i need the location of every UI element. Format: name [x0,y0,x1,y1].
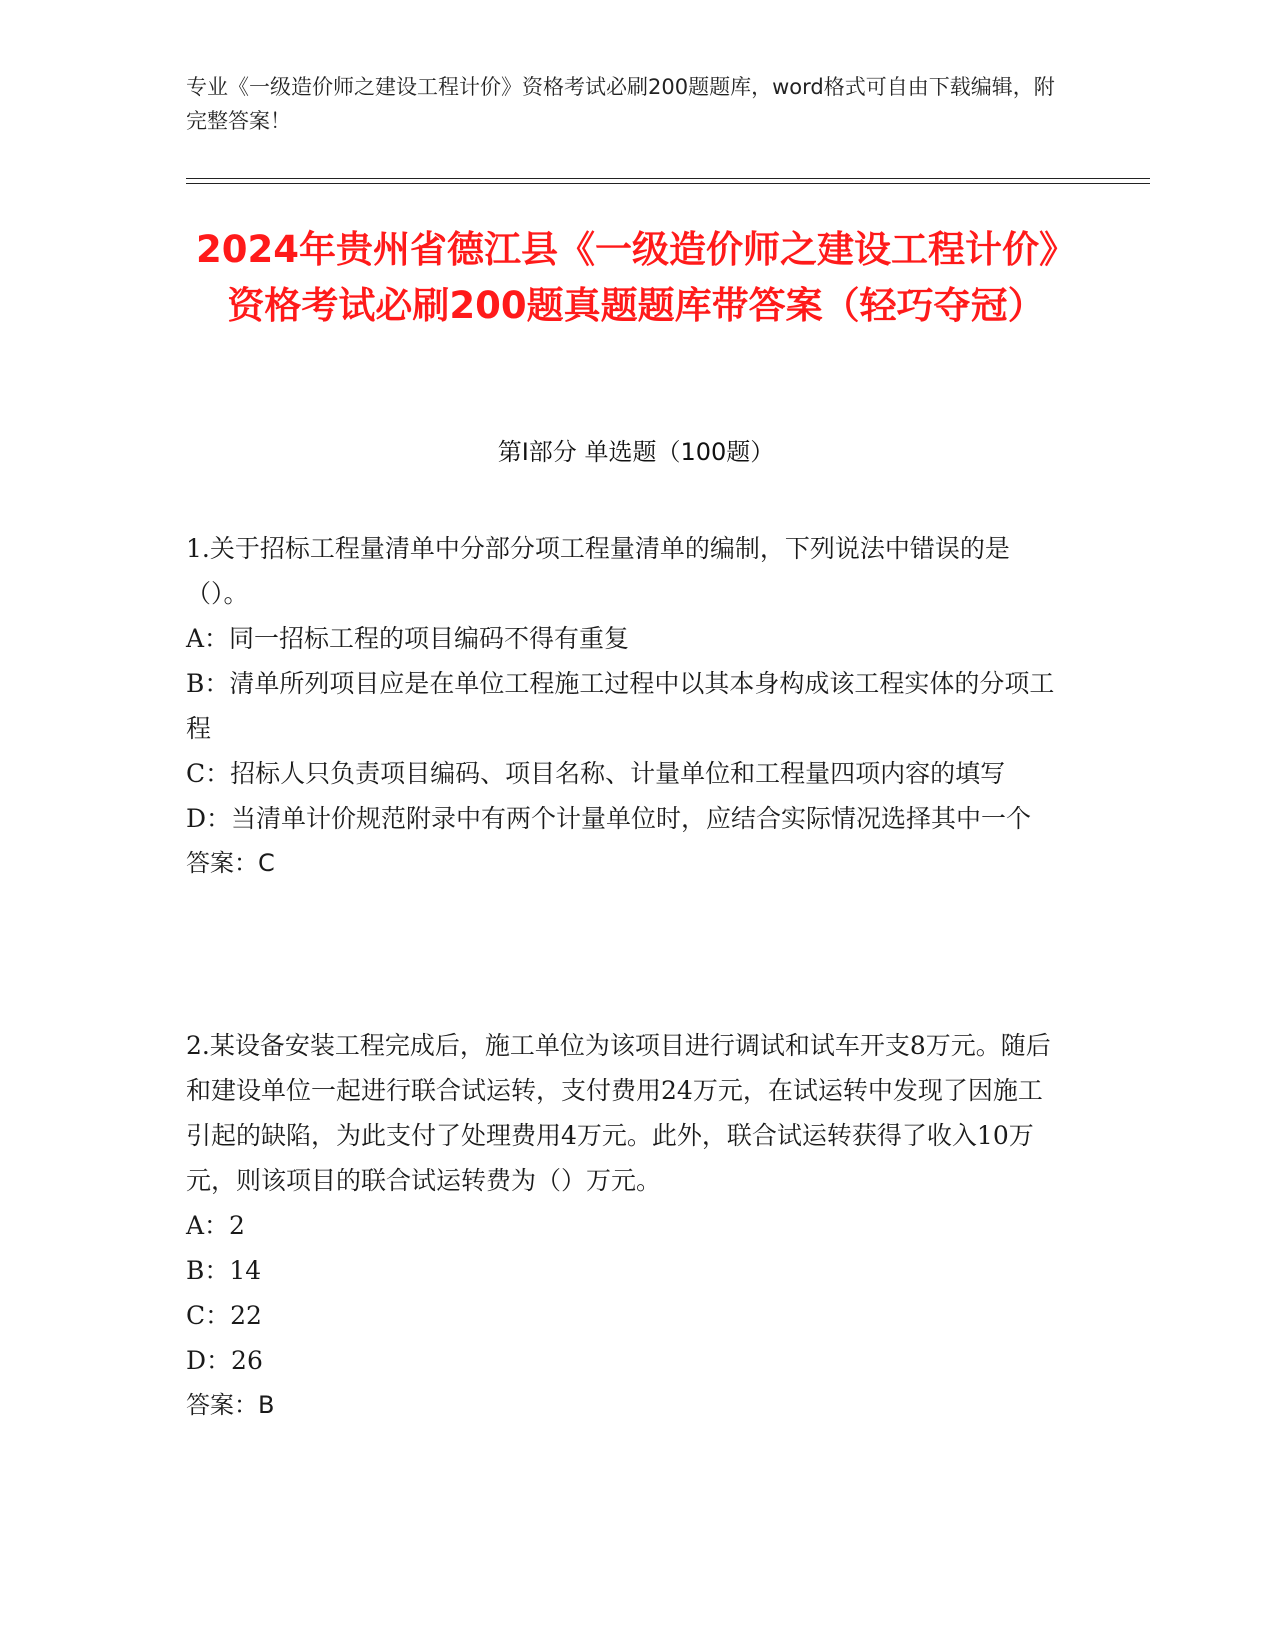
header-divider-top [186,178,1150,179]
option-d: D：26 [186,1346,263,1375]
section-heading: 第Ⅰ部分 单选题（100题） [497,438,775,466]
question-block-2 [186,1023,1066,1428]
question-stem: 2.某设备安装工程完成后，施工单位为该项目进行调试和试车开支8万元。随后和建设单位一起进行联合试运转，支付费用24万元，在试运转中发现了因施工引起的缺陷，为此支付了处理费用4万元。此外，联合试运转获得了收入10万元，则该项目的联合试运转费为（）万元。 [186,1031,1051,1195]
answer-line: 答案：B [186,1391,275,1419]
header-note: 专业《一级造价师之建设工程计价》资格考试必刷200题题库，word格式可自由下载编辑，附完整答案！ [186,75,1055,133]
question-stem: 1.关于招标工程量清单中分部分项工程量清单的编制，下列说法中错误的是（）。 [186,534,1010,608]
option-a: A：2 [186,1211,245,1240]
option-b: B：14 [186,1256,262,1285]
header-divider-bottom [186,183,1150,184]
option-a: A：同一招标工程的项目编码不得有重复 [186,624,630,653]
question-block-1 [186,526,1066,886]
document-title: 2024年贵州省德江县《一级造价师之建设工程计价》资格考试必刷200题真题题库带答案（轻巧夺冠） [196,228,1076,327]
option-c: C：22 [186,1301,262,1330]
answer-line: 答案：C [186,849,275,877]
option-c: C：招标人只负责项目编码、项目名称、计量单位和工程量四项内容的填写 [186,759,1006,788]
option-b: B：清单所列项目应是在单位工程施工过程中以其本身构成该工程实体的分项工程 [186,669,1055,743]
option-d: D：当清单计价规范附录中有两个计量单位时，应结合实际情况选择其中一个 [186,804,1032,833]
